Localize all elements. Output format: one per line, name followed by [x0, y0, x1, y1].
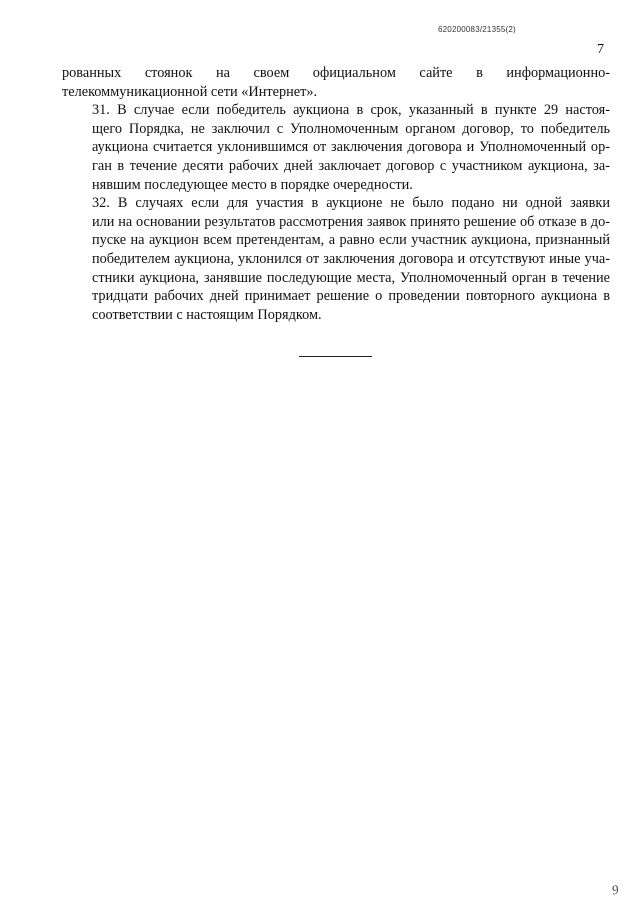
text-line: аукциона считается уклонившимся от заключения договора и Уполномоченный ор- [92, 139, 610, 156]
document-registration-number: 620200083/21355(2) [438, 25, 516, 34]
text-line: соответствии с настоящим Порядком. [92, 306, 322, 323]
document-body [62, 64, 610, 324]
text-line: 31. В случае если победитель аукциона в срок, указанный в пункте 29 настоя- [92, 102, 610, 119]
text-line: нявшим последующее место в порядке очередности. [92, 176, 413, 193]
text-line: пуске на аукцион всем претендентам, а равно если участник аукциона, признанный [92, 232, 610, 249]
text-line: щего Порядка, не заключил с Уполномоченным органом договор, то победитель [92, 120, 610, 137]
text-line: победителем аукциона, уклонился от заключения договора и отсутствуют иные уча- [92, 250, 610, 267]
text-line: тридцати рабочих дней принимает решение о проведении повторного аукциона в [92, 288, 610, 305]
handwritten-page-mark: 9 [610, 881, 620, 898]
text-line: телекоммуникационной сети «Интернет». [62, 83, 318, 100]
paragraph-32 [62, 194, 610, 324]
paragraph-31 [62, 101, 610, 194]
end-of-text-divider [299, 356, 372, 357]
page-number: 7 [597, 42, 604, 57]
text-line: 32. В случаях если для участия в аукционе не было подано ни одной заявки [92, 195, 610, 212]
paragraph-intro [62, 64, 610, 101]
text-line: ган в течение десяти рабочих дней заключает договор с участником аукциона, за- [92, 157, 610, 174]
text-line: или на основании результатов рассмотрения заявок принято решение об отказе в до- [92, 213, 610, 230]
text-line: рованных стоянок на своем официальном сайте в информационно- [62, 65, 610, 81]
text-line: стники аукциона, занявшие последующие места, Уполномоченный орган в течение [92, 269, 610, 286]
